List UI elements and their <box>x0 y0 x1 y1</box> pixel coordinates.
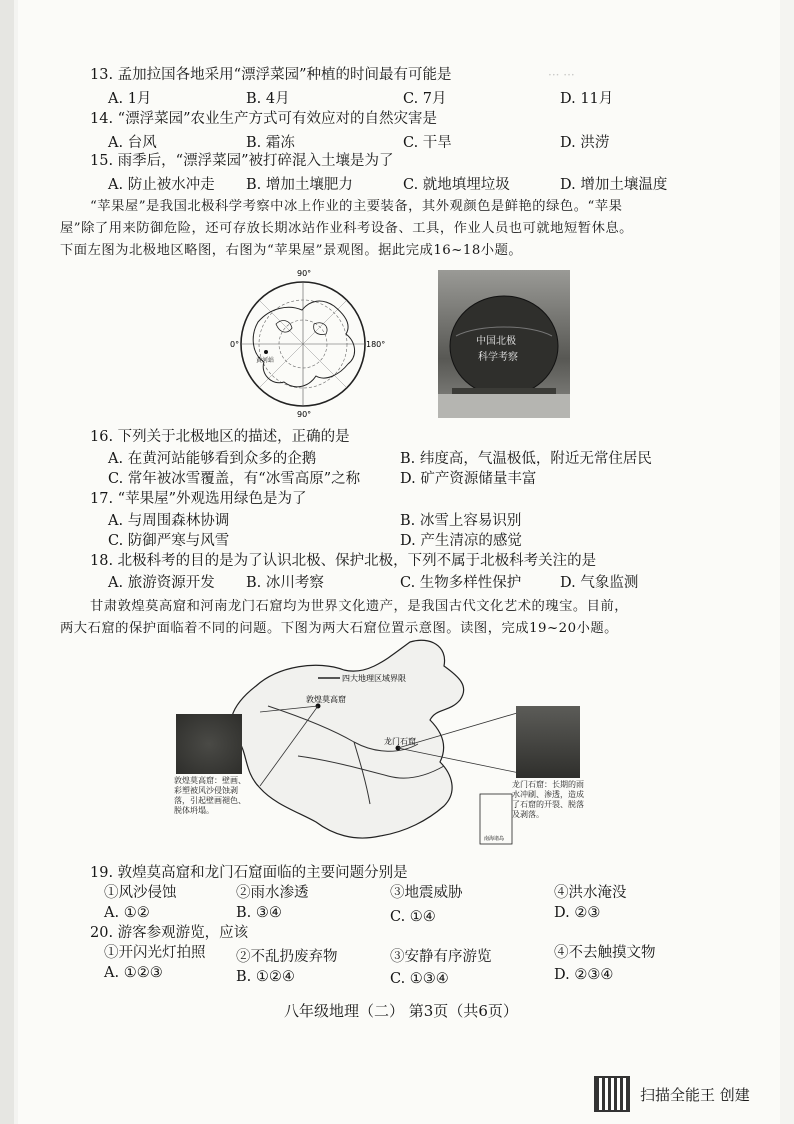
map-label-mogao: 敦煌莫高窟 <box>306 695 346 704</box>
passage-apple-house-line-2: 屋”除了用来防御危险，还可存放长期冰站作业科考设备、工具，作业人员也可就地短暂休息。 <box>60 221 633 236</box>
question-15-option-a: A. 防止被水冲走 <box>108 177 215 193</box>
question-13-option-c: C. 7月 <box>403 91 447 107</box>
question-20-item-3: ③安静有序游览 <box>390 949 492 965</box>
question-20-option-d: D. ②③④ <box>554 967 614 983</box>
question-17-option-a: A. 与周围森林协调 <box>108 513 230 529</box>
question-16-option-a: A. 在黄河站能够看到众多的企鹅 <box>108 451 317 467</box>
question-14-stem: 14. “漂浮菜园”农业生产方式可有效应对的自然灾害是 <box>90 111 437 127</box>
qr-code-icon <box>594 1076 630 1112</box>
question-15-option-d: D. 增加土壤温度 <box>560 177 668 193</box>
longmen-caption: 龙门石窟：长期的雨水冲刷、渗透，造成了石窟的开裂、脱落及剥落。 <box>512 780 584 819</box>
mogao-caption: 敦煌莫高窟：壁画、彩塑被风沙侵蚀剥落，引起壁画褪色、脱体坍塌。 <box>174 776 246 815</box>
question-17-stem: 17. “苹果屋”外观选用绿色是为了 <box>90 491 307 507</box>
question-18-option-b: B. 冰川考察 <box>246 575 324 591</box>
question-20-option-c: C. ①③④ <box>390 971 449 987</box>
question-16-option-b: B. 纬度高，气温极低，附近无常住居民 <box>400 451 652 467</box>
passage-apple-house-line-3: 下面左图为北极地区略图，右图为“苹果屋”景观图。据此完成16~18小题。 <box>60 243 523 258</box>
passage-grottoes-line-2: 两大石窟的保护面临着不同的问题。下图为两大石窟位置示意图。读图，完成19~20小题。 <box>60 621 618 636</box>
question-19-item-3: ③地震威胁 <box>390 885 463 901</box>
passage-apple-house-line-1: “苹果屋”是我国北极科学考察中冰上作业的主要装备，其外观颜色是鲜艳的绿色。“苹果 <box>90 199 623 214</box>
question-19-item-1: ①风沙侵蚀 <box>104 885 177 901</box>
map-label-90-bottom: 90° <box>297 410 312 419</box>
question-13-option-d: D. 11月 <box>560 91 614 107</box>
question-13-option-a: A. 1月 <box>108 91 152 107</box>
question-14-option-a: A. 台风 <box>108 135 157 151</box>
question-19-option-d: D. ②③ <box>554 905 601 921</box>
question-19-option-c: C. ①④ <box>390 909 436 925</box>
map-legend-boundary: 四大地理区域界限 <box>342 674 406 683</box>
map-label-station: 黄河站 <box>256 357 275 364</box>
map-label-90-top: 90° <box>297 269 312 278</box>
question-14-option-d: D. 洪涝 <box>560 135 610 151</box>
question-20-item-1: ①开闪光灯拍照 <box>104 945 206 961</box>
question-19-option-b: B. ③④ <box>236 905 282 921</box>
passage-grottoes-line-1: 甘肃敦煌莫高窟和河南龙门石窟均为世界文化遗产，是我国古代文化艺术的瑰宝。目前， <box>90 599 629 614</box>
question-19-item-4: ④洪水淹没 <box>554 885 627 901</box>
page-footer: 八年级地理（二） 第3页（共6页） <box>284 1002 518 1020</box>
question-20-option-a: A. ①②③ <box>104 965 163 981</box>
apple-house-text-1: 中国北极 <box>476 336 516 347</box>
question-18-option-d: D. 气象监测 <box>560 575 639 591</box>
question-16-option-d: D. 矿产资源储量丰富 <box>400 471 537 487</box>
question-13-option-b: B. 4月 <box>246 91 290 107</box>
question-17-option-b: B. 冰雪上容易识别 <box>400 513 522 529</box>
arctic-region-map <box>218 264 388 420</box>
bleed-through-text: ··· ··· <box>548 68 575 82</box>
question-19-item-2: ②雨水渗透 <box>236 885 309 901</box>
question-17-option-d: D. 产生清凉的感觉 <box>400 533 522 549</box>
question-14-option-c: C. 干旱 <box>403 135 452 151</box>
map-label-0: 0° <box>230 340 240 349</box>
question-20-stem: 20. 游客参观游览，应该 <box>90 925 249 941</box>
question-13-stem: 13. 孟加拉国各地采用“漂浮菜园”种植的时间最有可能是 <box>90 67 452 83</box>
longmen-photo <box>516 706 580 778</box>
mogao-photo <box>176 714 242 774</box>
apple-house-illustration <box>438 270 570 418</box>
map-label-longmen: 龙门石窟 <box>384 737 416 746</box>
question-20-item-2: ②不乱扔废弃物 <box>236 949 338 965</box>
question-16-option-c: C. 常年被冰雪覆盖，有“冰雪高原”之称 <box>108 471 361 487</box>
question-19-option-a: A. ①② <box>104 905 150 921</box>
question-19-stem: 19. 敦煌莫高窟和龙门石窟面临的主要问题分别是 <box>90 865 408 881</box>
question-18-option-a: A. 旅游资源开发 <box>108 575 215 591</box>
map-label-180: 180° <box>366 340 386 349</box>
question-20-item-4: ④不去触摸文物 <box>554 945 656 961</box>
question-20-option-b: B. ①②④ <box>236 969 295 985</box>
apple-house-text-2: 科学考察 <box>478 352 518 363</box>
question-16-stem: 16. 下列关于北极地区的描述，正确的是 <box>90 429 350 445</box>
scan-edge <box>0 0 14 1124</box>
question-15-stem: 15. 雨季后，“漂浮菜园”被打碎混入土壤是为了 <box>90 153 394 169</box>
apple-house-photo <box>438 270 570 418</box>
question-15-option-b: B. 增加土壤肥力 <box>246 177 353 193</box>
question-15-option-c: C. 就地填埋垃圾 <box>403 177 510 193</box>
question-17-option-c: C. 防御严寒与风雪 <box>108 533 230 549</box>
scanner-watermark: 扫描全能王 创建 <box>640 1086 750 1104</box>
exam-page <box>18 0 780 1124</box>
map-inset-label: 南海诸岛 <box>484 836 505 842</box>
question-14-option-b: B. 霜冻 <box>246 135 295 151</box>
question-18-option-c: C. 生物多样性保护 <box>400 575 522 591</box>
question-18-stem: 18. 北极科考的目的是为了认识北极、保护北极，下列不属于北极科考关注的是 <box>90 553 597 569</box>
